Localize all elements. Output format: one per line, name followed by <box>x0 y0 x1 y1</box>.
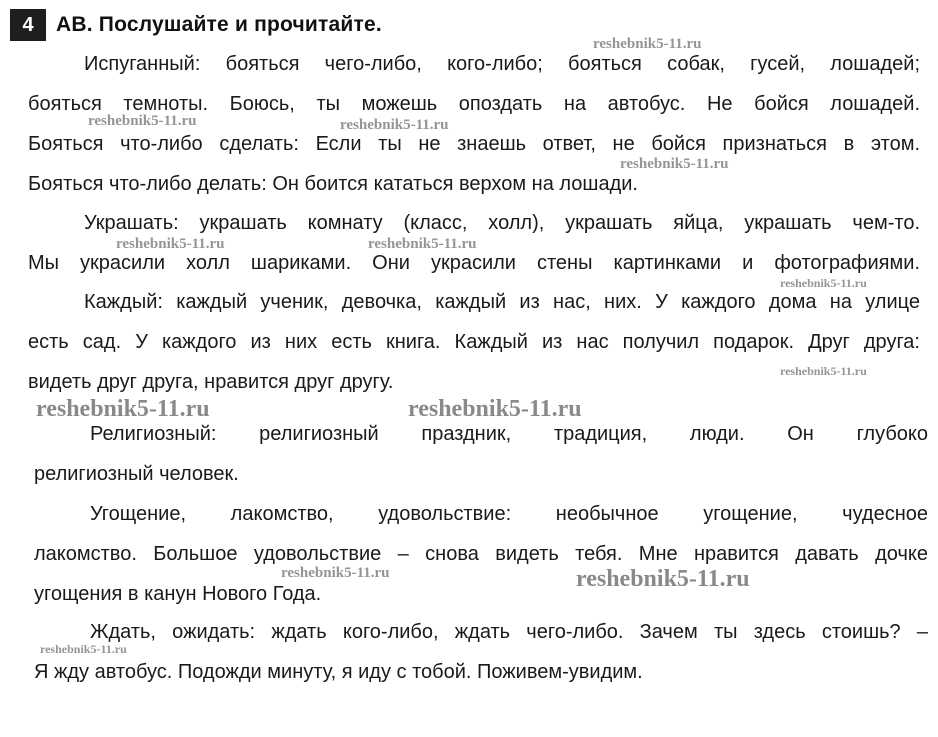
watermark: reshebnik5-11.ru <box>408 396 582 422</box>
watermark: reshebnik5-11.ru <box>40 642 127 656</box>
text-line: Ждать, ожидать: ждать кого-либо, ждать чего-либо. Зачем ты здесь стоишь? – <box>90 621 928 643</box>
text-line: Украшать: украшать комнату (класс, холл), украшать яйца, украшать чем-то. <box>84 212 920 234</box>
watermark: reshebnik5-11.ru <box>281 565 390 581</box>
exercise-header <box>10 9 382 41</box>
text-line: есть сад. У каждого из них есть книга. Каждый из нас получил подарок. Друг друга: <box>28 331 920 353</box>
paragraph-religioznyj <box>34 414 928 494</box>
paragraph-ugoshchenie <box>34 494 928 614</box>
text-line: Испуганный: бояться чего-либо, кого-либо; бояться собак, гусей, лошадей; <box>84 53 920 75</box>
watermark: reshebnik5-11.ru <box>36 396 210 422</box>
watermark: reshebnik5-11.ru <box>368 236 477 252</box>
exercise-title: AB. Послушайте и прочитайте. <box>56 13 382 36</box>
watermark: reshebnik5-11.ru <box>340 117 449 133</box>
text-line: бояться темноты. Боюсь, ты можешь опоздать на автобус. Не бойся лошадей. <box>28 93 920 115</box>
text-line: видеть друг друга, нравится друг другу. <box>28 371 394 393</box>
watermark: reshebnik5-11.ru <box>780 276 867 290</box>
paragraph-kazhdyj <box>28 282 920 402</box>
text-line: угощения в канун Нового Года. <box>34 583 322 605</box>
text-line: лакомство. Большое удовольствие – снова видеть тебя. Мне нравится давать дочке <box>34 543 928 565</box>
text-line: Религиозный: религиозный праздник, традиция, люди. Он глубоко <box>90 423 928 445</box>
watermark: reshebnik5-11.ru <box>780 364 867 378</box>
watermark: reshebnik5-11.ru <box>116 236 225 252</box>
text-line: Угощение, лакомство, удовольствие: необычное угощение, чудесное <box>90 503 928 525</box>
text-line: Бояться что-либо сделать: Если ты не знаешь ответ, не бойся признаться в этом. <box>28 133 920 155</box>
exercise-number-badge: 4 <box>10 9 46 41</box>
paragraph-zhdat <box>34 612 928 692</box>
watermark: reshebnik5-11.ru <box>576 566 750 592</box>
text-line: Каждый: каждый ученик, девочка, каждый из нас, них. У каждого дома на улице <box>84 291 920 313</box>
watermark: reshebnik5-11.ru <box>620 156 729 172</box>
text-line: Мы украсили холл шариками. Они украсили стены картинками и фотографиями. <box>28 252 920 274</box>
text-line: Я жду автобус. Подожди минуту, я иду с тобой. Поживем-увидим. <box>34 661 643 683</box>
watermark: reshebnik5-11.ru <box>88 113 197 129</box>
text-line: религиозный человек. <box>34 463 239 485</box>
text-line: Бояться что-либо делать: Он боится кататься верхом на лошади. <box>28 173 638 195</box>
watermark: reshebnik5-11.ru <box>593 36 702 52</box>
